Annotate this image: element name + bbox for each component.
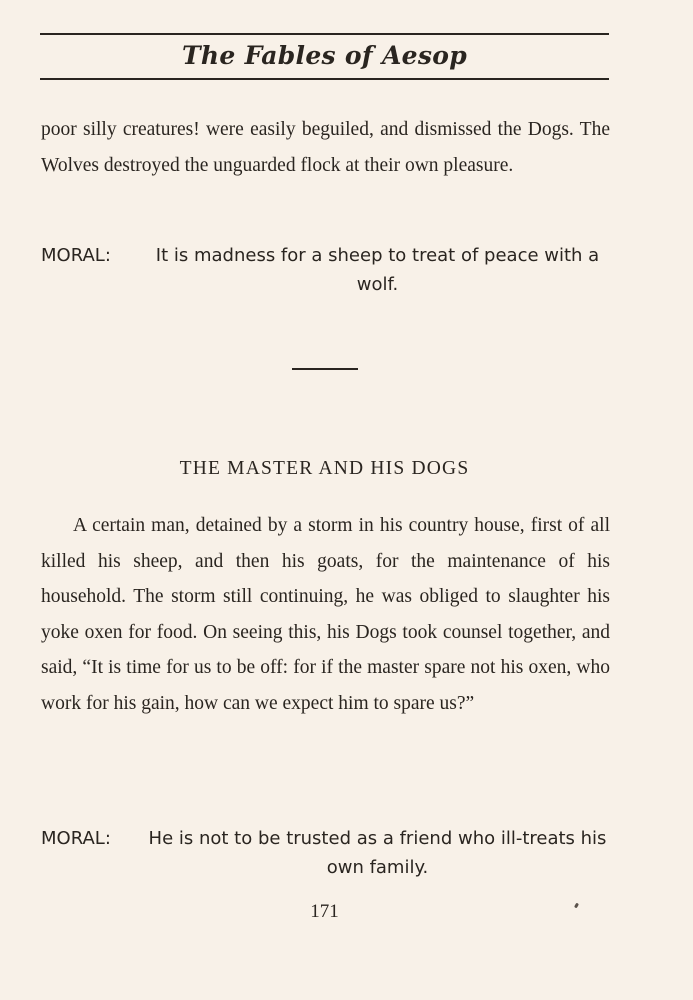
header-top-rule <box>40 33 609 35</box>
header-bottom-rule <box>40 78 609 80</box>
page-number: 171 <box>310 901 339 922</box>
moral-label: MORAL: <box>41 828 111 849</box>
fable-moral <box>41 824 610 882</box>
moral-label: MORAL: <box>41 245 111 266</box>
section-divider <box>292 368 358 370</box>
fable-paragraph: A certain man, detained by a storm in his country house, first of all killed his sheep, and then his goats, for the maintenance of his household. The storm still continuing, he was obliged to slaughter his yoke oxen for food. On seeing this, his Dogs took counsel together, and said, “It is time for us to be off: for if the master spare not his oxen, who work for his gain, how can we expect him to spare us?” <box>41 515 610 714</box>
previous-fable-closing-paragraph: poor silly creatures! were easily beguiled, and dismissed the Dogs. The Wolves destroyed the unguarded flock at their own pleasure. <box>41 119 610 176</box>
moral-text: He is not to be trusted as a friend who ill-treats his own family. <box>148 828 607 878</box>
running-head-title: The Fables of Aesop <box>182 41 467 70</box>
moral-text: It is madness for a sheep to treat of peace with a wolf. <box>155 245 600 295</box>
previous-fable-moral <box>41 241 610 299</box>
fable-title: THE MASTER AND HIS DOGS <box>179 458 470 479</box>
